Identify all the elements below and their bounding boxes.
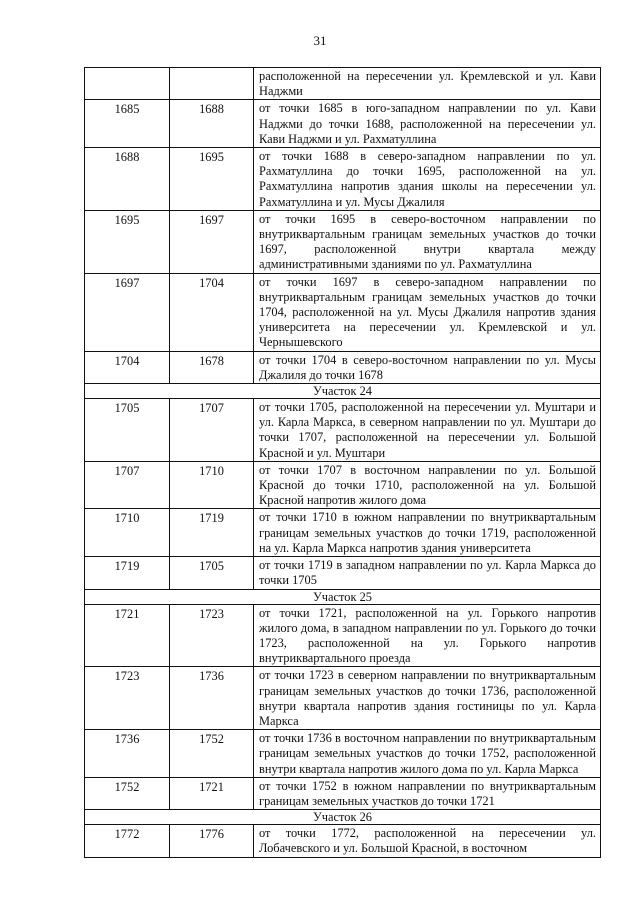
from-point-cell: 1704 xyxy=(85,351,170,383)
table-row xyxy=(85,210,601,273)
description-cell: от точки 1736 в восточном направлении по внутриквартальным границам земельных участков до точки 1752, расположенной внутри квартала напротив жилого дома по ул. Карла Маркса xyxy=(254,730,601,778)
to-point-cell: 1695 xyxy=(170,148,254,211)
section-header-row xyxy=(85,810,601,825)
table-row xyxy=(85,68,601,100)
to-point-cell: 1678 xyxy=(170,351,254,383)
from-point-cell: 1721 xyxy=(85,604,170,667)
to-point-cell: 1705 xyxy=(170,557,254,589)
to-point-cell: 1707 xyxy=(170,399,254,462)
from-point-cell: 1695 xyxy=(85,210,170,273)
description-cell: от точки 1688 в северо-западном направлении по ул. Рахматуллина до точки 1695, расположенной на ул. Рахматуллина напротив здания школы на пересечении ул. Рахматуллина и ул. Мусы Джалиля xyxy=(254,148,601,211)
from-point-cell: 1710 xyxy=(85,509,170,557)
table-row xyxy=(85,730,601,778)
from-point-cell: 1705 xyxy=(85,399,170,462)
from-point-cell: 1752 xyxy=(85,777,170,809)
description-cell: от точки 1719 в западном направлении по ул. Карла Маркса до точки 1705 xyxy=(254,557,601,589)
to-point-cell: 1710 xyxy=(170,461,254,509)
from-point-cell: 1707 xyxy=(85,461,170,509)
page-number: 31 xyxy=(313,33,327,48)
to-point-cell: 1704 xyxy=(170,273,254,351)
description-cell: от точки 1723 в северном направлении по внутриквартальным границам земельных участков до точки 1736, расположенной внутри квартала напротив здания гостиницы по ул. Карла Маркса xyxy=(254,667,601,730)
description-cell: от точки 1752 в южном направлении по внутриквартальным границам земельных участков до точки 1721 xyxy=(254,777,601,809)
description-cell: от точки 1721, расположенной на ул. Горького напротив жилого дома, в западном направлении по ул. Горького до точки 1723, расположенной на ул. Горького напротив внутриквартального проезда xyxy=(254,604,601,667)
table-row xyxy=(85,777,601,809)
boundary-description-table xyxy=(84,67,601,858)
table-row xyxy=(85,100,601,148)
description-cell: расположенной на пересечении ул. Кремлевской и ул. Кави Наджми xyxy=(254,68,601,100)
to-point-cell: 1721 xyxy=(170,777,254,809)
from-point-cell: 1736 xyxy=(85,730,170,778)
table-row xyxy=(85,667,601,730)
description-cell: от точки 1704 в северо-восточном направлении по ул. Мусы Джалиля до точки 1678 xyxy=(254,351,601,383)
table-row xyxy=(85,604,601,667)
from-point-cell: 1772 xyxy=(85,825,170,857)
table-row xyxy=(85,461,601,509)
from-point-cell: 1685 xyxy=(85,100,170,148)
to-point-cell: 1723 xyxy=(170,604,254,667)
to-point-cell: 1719 xyxy=(170,509,254,557)
table-row xyxy=(85,825,601,857)
section-title: Участок 24 xyxy=(85,384,601,399)
to-point-cell: 1688 xyxy=(170,100,254,148)
table-row xyxy=(85,148,601,211)
from-point-cell: 1688 xyxy=(85,148,170,211)
section-header-row xyxy=(85,589,601,604)
description-cell: от точки 1685 в юго-западном направлении по ул. Кави Наджми до точки 1688, расположенной на пересечении ул. Кави Наджми и ул. Рахматуллина xyxy=(254,100,601,148)
description-cell: от точки 1707 в восточном направлении по ул. Большой Красной до точки 1710, расположенной на ул. Большой Красной напротив жилого дома xyxy=(254,461,601,509)
section-title: Участок 25 xyxy=(85,589,601,604)
section-header-row xyxy=(85,384,601,399)
from-point-cell xyxy=(85,68,170,100)
to-point-cell: 1752 xyxy=(170,730,254,778)
from-point-cell: 1697 xyxy=(85,273,170,351)
description-cell: от точки 1705, расположенной на пересечении ул. Муштари и ул. Карла Маркса, в северном направлении по ул. Муштари до точки 1707, расположенной на пересечении ул. Большой Красной и ул. Муштари xyxy=(254,399,601,462)
table-row xyxy=(85,557,601,589)
from-point-cell: 1719 xyxy=(85,557,170,589)
description-cell: от точки 1697 в северо-западном направлении по внутриквартальным границам земельных участков до точки 1704, расположенной на ул. Мусы Джалиля напротив здания университета на пересечении ул. Кремлевской и ул. Чернышевского xyxy=(254,273,601,351)
to-point-cell: 1776 xyxy=(170,825,254,857)
description-cell: от точки 1772, расположенной на пересечении ул. Лобачевского и ул. Большой Красной, в восточном xyxy=(254,825,601,857)
to-point-cell: 1697 xyxy=(170,210,254,273)
table-row xyxy=(85,509,601,557)
description-cell: от точки 1695 в северо-восточном направлении по внутриквартальным границам земельных участков до точки 1697, расположенной внутри квартала между административными зданиями по ул. Рахматуллина xyxy=(254,210,601,273)
description-cell: от точки 1710 в южном направлении по внутриквартальным границам земельных участков до точки 1719, расположенной на ул. Карла Маркса напротив здания университета xyxy=(254,509,601,557)
to-point-cell: 1736 xyxy=(170,667,254,730)
section-title: Участок 26 xyxy=(85,810,601,825)
table-row xyxy=(85,351,601,383)
table-row xyxy=(85,399,601,462)
from-point-cell: 1723 xyxy=(85,667,170,730)
to-point-cell xyxy=(170,68,254,100)
table-row xyxy=(85,273,601,351)
